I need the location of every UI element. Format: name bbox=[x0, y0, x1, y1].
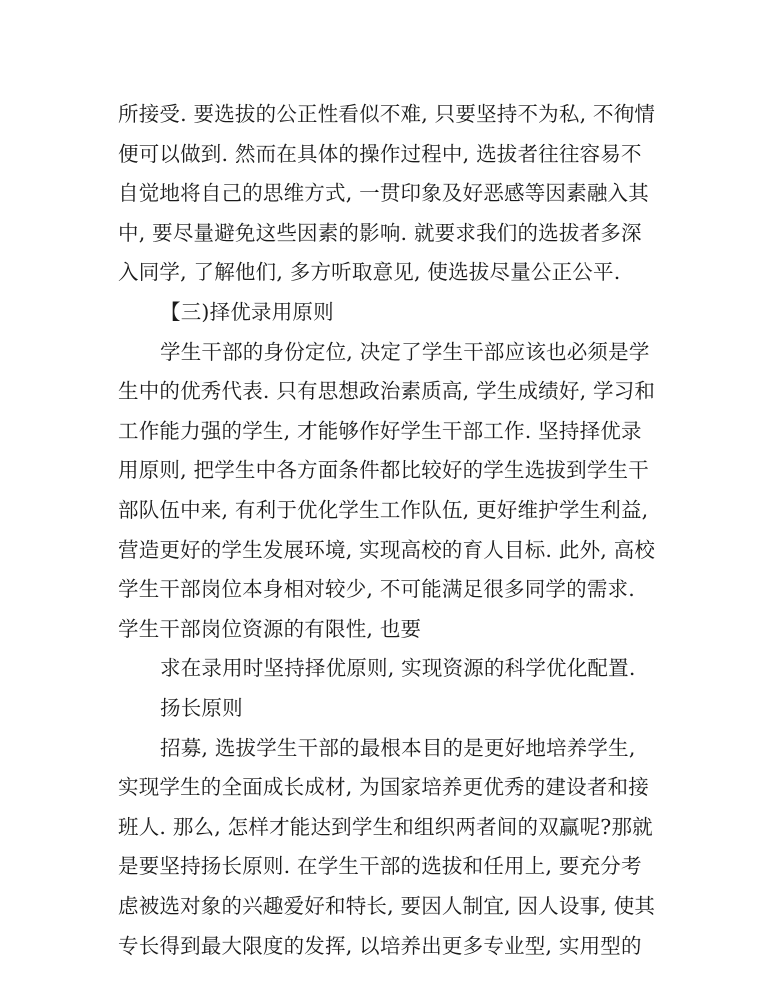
text-line-11: 部队伍中来, 有利于优化学生工作队伍, 更好维护学生利益, bbox=[118, 498, 649, 522]
section-heading-three: 【三)择优录用原则 bbox=[160, 300, 334, 324]
text-line-17: 招募, 选拔学生干部的最根本目的是更好地培养学生, bbox=[160, 735, 636, 760]
text-line-22: 专长得到最大限度的发挥, 以培养出更多专业型, 实用型的 bbox=[118, 933, 642, 958]
text-line-19: 班人. 那么, 怎样才能达到学生和组织两者间的双赢呢?那就 bbox=[118, 814, 653, 839]
text-line-3: 自觉地将自己的思维方式, 一贯印象及好恶感等因素融入其 bbox=[118, 181, 649, 206]
text-line-10: 用原则, 把学生中各方面条件都比较好的学生选拔到学生干 bbox=[118, 458, 649, 483]
text-line-20: 是要坚持扬长原则. 在学生干部的选拔和任用上, 要充分考 bbox=[118, 854, 642, 879]
text-line-7: 学生干部的身份定位, 决定了学生干部应该也必须是学 bbox=[160, 339, 650, 364]
text-line-12: 营造更好的学生发展环境, 实现高校的育人目标. 此外, 高校 bbox=[118, 537, 656, 562]
text-line-14: 学生干部岗位资源的有限性, 也要 bbox=[118, 616, 422, 641]
text-line-5: 入同学, 了解他们, 多方听取意见, 使选拔尽量公正公平. bbox=[118, 260, 621, 285]
text-line-21: 虑被选对象的兴趣爱好和特长, 要因人制宜, 因人设事, 使其 bbox=[118, 894, 656, 918]
text-line-9: 工作能力强的学生, 才能够作好学生干部工作. 坚持择优录 bbox=[118, 418, 642, 443]
text-line-8: 生中的优秀代表. 只有思想政治素质高, 学生成绩好, 学习和 bbox=[118, 379, 656, 404]
text-line-18: 实现学生的全面成长成材, 为国家培养更优秀的建设者和接 bbox=[118, 775, 649, 800]
section-heading-strength: 扬长原则 bbox=[160, 696, 243, 720]
text-line-13: 学生干部岗位本身相对较少, 不可能满足很多同学的需求. bbox=[118, 577, 635, 602]
text-line-1: 所接受. 要选拔的公正性看似不难, 只要坚持不为私, 不徇情 bbox=[118, 102, 656, 126]
text-line-15: 求在录用时坚持择优原则, 实现资源的科学优化配置. bbox=[160, 656, 636, 681]
text-line-2: 便可以做到. 然而在具体的操作过程中, 选拔者往往容易不 bbox=[118, 141, 642, 166]
text-line-4: 中, 要尽量避免这些因素的影响. 就要求我们的选拔者多深 bbox=[118, 220, 642, 245]
